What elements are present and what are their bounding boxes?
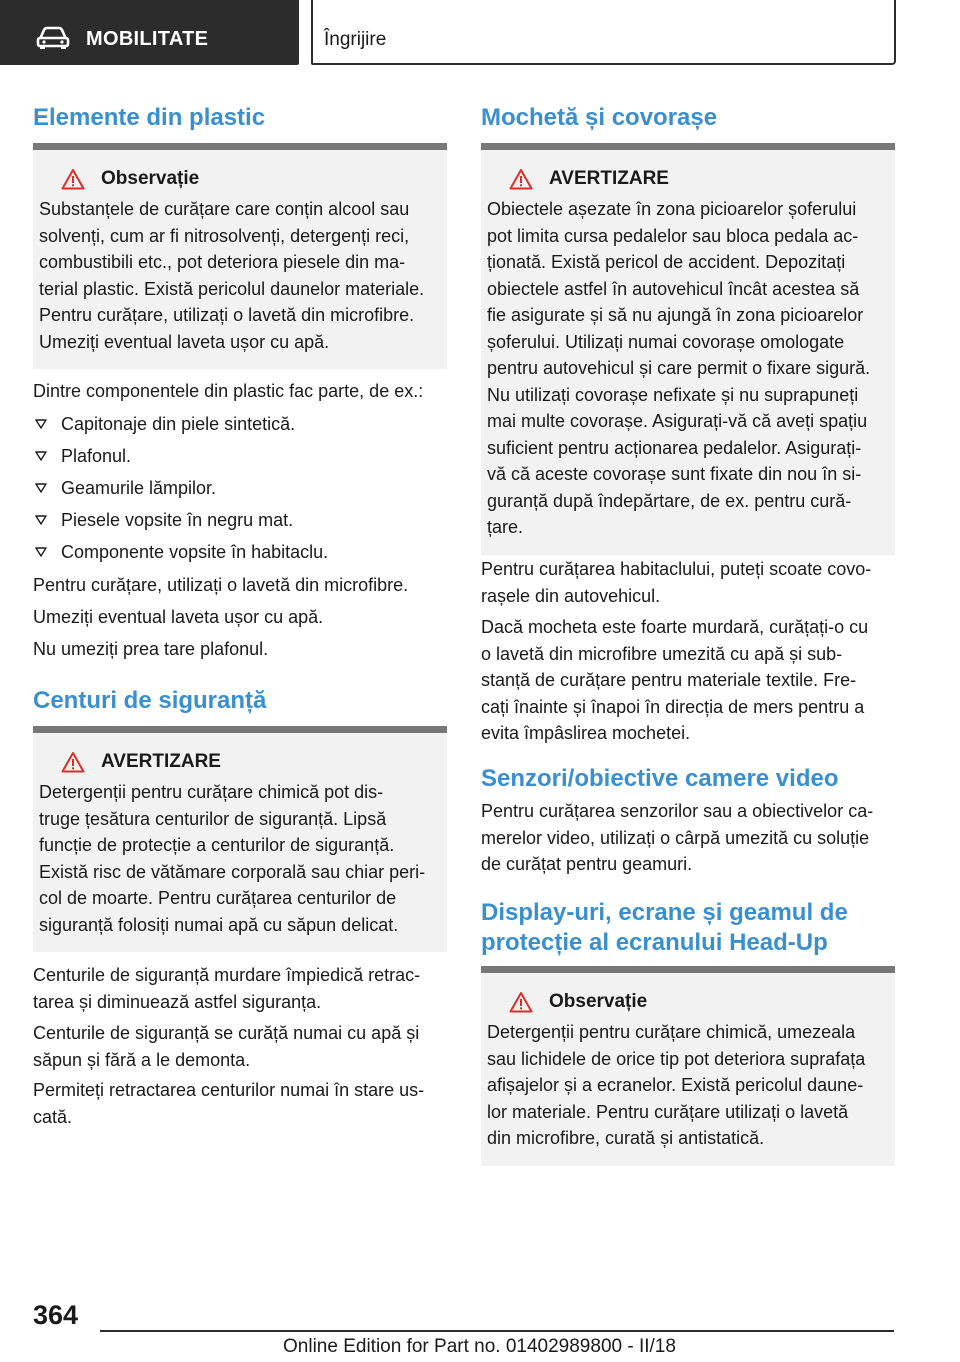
warning-box-carpet (481, 143, 895, 555)
note-line: Substanțele de curățare care conțin alcool sau (39, 199, 410, 219)
note-title: Observație (549, 991, 648, 1012)
chapter-tab-label: MOBILITATE (86, 28, 209, 50)
text-line: Pentru curățarea senzorilor sau a obiectivelor ca‐ (481, 801, 874, 821)
text-line: cați înainte și înapoi în direcția de mers pentru a (481, 696, 865, 717)
chapter-tab[interactable] (0, 0, 299, 65)
plastic-paragraph-3: Nu umeziți prea tare plafonul. (33, 639, 269, 659)
sensors-paragraph (481, 798, 897, 878)
note-line: din microfibre, curată și antistatică. (487, 1128, 765, 1148)
warning-text (487, 196, 885, 541)
warning-triangle-icon (509, 168, 533, 190)
text-line: o lavetă din microfibre umezită cu apă și sub‐ (481, 643, 843, 664)
note-line: lor materiale. Pentru curățare utilizați o lavetă (487, 1101, 849, 1122)
text-line: cată. (33, 1106, 73, 1127)
page-number: 364 (33, 1300, 79, 1330)
heading-line: Display-uri, ecrane și geamul de (481, 899, 848, 926)
plastic-paragraph-1: Pentru curățare, utilizați o lavetă din microfibre. (33, 575, 409, 595)
heading-carpet: Mochetă și covorașe (481, 104, 718, 131)
list-item (33, 504, 447, 536)
text-line: evita împâslirea mochetei. (481, 723, 691, 743)
triangle-bullet-icon (33, 546, 61, 558)
note-title: Observație (101, 168, 200, 189)
note-box-display (481, 966, 895, 1166)
triangle-bullet-icon (33, 514, 61, 526)
text-line: Pentru curățarea habitaclului, puteți scoate covo‐ (481, 559, 872, 579)
triangle-bullet-icon (33, 418, 61, 430)
warning-line: fie asigurate și să nu ajungă în zona picioarelor (487, 305, 864, 325)
note-line: afișajelor și a ecranelor. Există pericolul daune‐ (487, 1075, 864, 1095)
edition-note: Online Edition for Part no. 01402989800 - II/18 (283, 1336, 676, 1357)
note-line: combustibili etc., pot deteriora piesele din ma‐ (39, 252, 406, 272)
heading-plastic: Elemente din plastic (33, 104, 266, 131)
section-title: Îngrijire (324, 29, 387, 50)
heading-belts: Centuri de siguranță (33, 687, 267, 714)
text-line: de curățat pentru geamuri. (481, 854, 693, 874)
text-line: Centurile de siguranță murdare împiedică retrac‐ (33, 965, 421, 985)
heading-line: protecție al ecranului Head-Up (481, 929, 828, 956)
text-line: stanță de curățare pentru materiale textile. Fre‐ (481, 670, 857, 690)
warning-line: obiectele astfel în autovehicul încât acestea să (487, 278, 860, 299)
list-item (33, 536, 447, 568)
note-text (487, 1019, 885, 1152)
belts-paragraph-2 (33, 1020, 449, 1073)
text-line: săpun și fără a le demonta. (33, 1049, 251, 1070)
warning-triangle-icon (61, 751, 85, 773)
warning-triangle-icon (509, 991, 533, 1013)
note-text (39, 196, 437, 355)
warning-line: truge țesătura centurilor de siguranță. Lipsă (39, 808, 387, 829)
plastic-components-list (33, 408, 447, 568)
text-line: rașele din autovehicul. (481, 585, 661, 606)
text-line: Dacă mocheta este foarte murdară, curățați-o cu (481, 617, 869, 637)
note-line: Umeziți eventual laveta ușor cu apă. (39, 331, 330, 352)
section-header-frame (311, 0, 896, 65)
list-item (33, 472, 447, 504)
warning-line: pentru autovehicul și care permit o fixare sigură. (487, 358, 871, 378)
text-line: tarea și diminuează astfel siguranța. (33, 991, 322, 1012)
triangle-bullet-icon (33, 450, 61, 462)
triangle-bullet-icon (33, 482, 61, 494)
warning-line: guranță după îndepărtare, de ex. pentru cură‐ (487, 490, 852, 511)
warning-box-belts (33, 726, 447, 952)
footer-divider (100, 1330, 894, 1332)
note-line: Detergenții pentru curățare chimică, umezeala (487, 1022, 856, 1042)
warning-line: ționată. Există pericol de accident. Depozitați (487, 252, 846, 272)
warning-line: Nu utilizați covorașe nefixate și nu suprapuneți (487, 384, 859, 405)
plastic-paragraph-2: Umeziți eventual laveta ușor cu apă. (33, 607, 324, 627)
text-line: Permiteți retractarea centurilor numai în stare us‐ (33, 1080, 425, 1100)
list-item-text: Geamurile lămpilor. (61, 477, 217, 498)
note-line: Pentru curățare, utilizați o lavetă din microfibre. (39, 305, 415, 325)
warning-line: pot limita cursa pedalelor sau bloca pedala ac‐ (487, 225, 859, 246)
warning-line: șoferului. Utilizați numai covorașe omologate (487, 331, 845, 352)
list-item-text: Plafonul. (61, 445, 132, 466)
warning-line: țare. (487, 517, 524, 537)
warning-line: suficient pentru acționarea pedalelor. Asigurați- (487, 437, 862, 458)
warning-line: funcție de protecție a centurilor de siguranță. (39, 835, 395, 855)
list-item-text: Capitonaje din piele sintetică. (61, 413, 296, 434)
warning-line: siguranță folosiți numai apă cu săpun delicat. (39, 914, 399, 935)
list-item (33, 408, 447, 440)
warning-title: AVERTIZARE (101, 751, 221, 772)
car-icon (36, 26, 70, 50)
warning-line: Există risc de vătămare corporală sau chiar peri‐ (39, 861, 426, 882)
plastic-intro: Dintre componentele din plastic fac parte, de ex.: (33, 381, 424, 401)
warning-line: Detergenții pentru curățare chimică pot dis‐ (39, 782, 384, 802)
warning-triangle-icon (61, 168, 85, 190)
warning-line: mai multe covorașe. Asigurați-vă că aveți spațiu (487, 411, 868, 431)
list-item-text: Componente vopsite în habitaclu. (61, 541, 329, 562)
list-item (33, 440, 447, 472)
warning-line: col de moarte. Pentru curățarea centurilor de (39, 888, 397, 908)
heading-sensors: Senzori/obiective camere video (481, 765, 839, 792)
list-item-text: Piesele vopsite în negru mat. (61, 509, 294, 530)
belts-paragraph-3 (33, 1077, 449, 1130)
text-line: Centurile de siguranță se curăță numai cu apă și (33, 1023, 420, 1043)
heading-display (481, 898, 848, 958)
warning-line: vă că aceste covorașe sunt fixate din nou în si‐ (487, 464, 862, 484)
warning-text (39, 779, 437, 938)
text-line: merelor video, utilizați o cârpă umezită cu soluție (481, 827, 870, 848)
warning-line: Obiectele așezate în zona picioarelor șoferului (487, 199, 857, 219)
carpet-paragraph-1 (481, 556, 897, 609)
note-line: terial plastic. Există pericolul daunelor materiale. (39, 278, 425, 299)
note-line: sau lichidele de orice tip pot deteriora suprafața (487, 1048, 866, 1069)
note-line: solvenți, cum ar fi nitrosolvenți, detergenți reci, (39, 225, 410, 246)
note-box-plastic (33, 143, 447, 369)
belts-paragraph-1 (33, 962, 449, 1015)
carpet-paragraph-2 (481, 614, 897, 747)
warning-title: AVERTIZARE (549, 168, 669, 189)
